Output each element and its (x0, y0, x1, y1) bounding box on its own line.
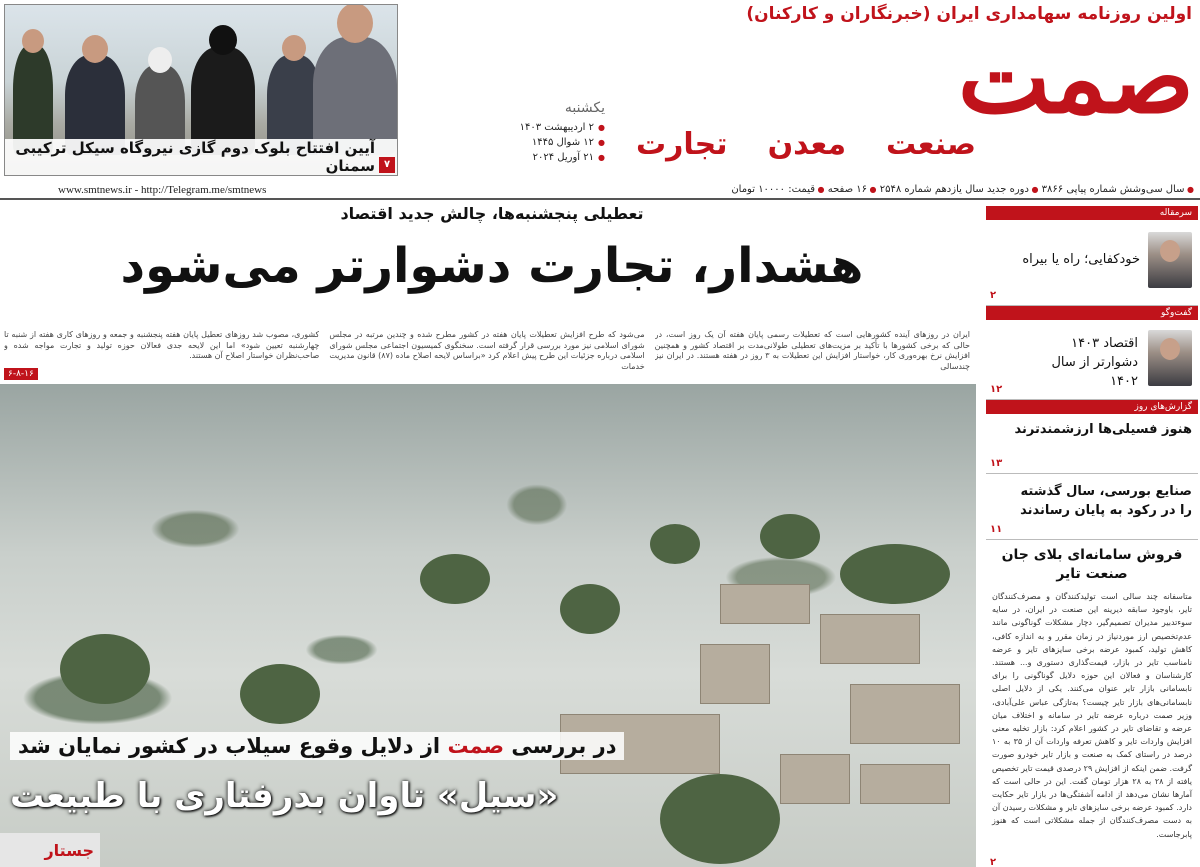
interview-block[interactable] (986, 320, 1198, 400)
right-sidebar (986, 206, 1198, 867)
photo-subtitle-brand: صمت (447, 734, 505, 758)
issue-info-bar (0, 182, 1200, 200)
main-kicker: تعطیلی پنجشنبه‌ها، چالش جدید اقتصاد (340, 204, 644, 223)
lead-page-number: ۷ (379, 157, 395, 173)
tire-article-page: ۲ (990, 857, 997, 867)
issue-number: ● دوره جدید سال یازدهم شماره ۲۵۴۸ (880, 184, 1039, 195)
issue-price: ● قیمت: ۱۰۰۰۰ تومان (731, 184, 824, 195)
logo-sub-trade: تجارت (636, 127, 728, 162)
report-stocks-title: صنایع بورسی، سال گذشته را در رکود به پایان رساندند (1020, 484, 1192, 518)
editorial-page: ۲ (990, 290, 997, 301)
newspaper-slogan: اولین روزنامه سهامداری ایران (خبرنگاران و کارکنان) (746, 4, 1192, 24)
editorial-author-avatar (1148, 232, 1192, 288)
story-column: کشوری، مصوب شد روزهای تعطیل پایان هفته پنجشنبه و جمعه و روزهای کاری هفته از شنبه تا چهارشنبه تعیین شود» اما این لایحه جدی فعالان حوزه تولید و تجارت مواجه شده و صاحب‌نظران خواستار اصلاح آن هستند. (4, 330, 320, 360)
report-fossil-page: ۱۳ (990, 458, 1003, 469)
flooded-house (860, 764, 950, 804)
tire-article-text: متاسفانه چند سالی است تولیدکنندگان و مصرف‌کنندگان تایر، باوجود سابقه دیرینه این صنعت در ایران، در سایه سوء‌تدبیر مدیران تصمیم‌گیر، دچار مشکلات گوناگونی مانند عدم‌تخصیص ارز مورد‌نیاز در زمان مقرر و به اندازه کافی، کاهش تولید، کمبود عرضه برخی سایزهای تایر و عرضه نامناسب تایر در بازار، قیمت‌گذاری دستوری و... هستند. کارشناسان و فعالان این حوزه دلایل گوناگونی را برای نابسامانی بازار تایر عنوان می‌کنند. یکی از دلایل اصلی نابسامانی‌های بازار تایر چیست؟ به‌تازگی عباس علی‌آبادی، وزیر صمت درباره عرضه تایر در سامانه و اختلاف میان عرضه و تقاضای تایر در کشور اعلام کرد: بازار تخلیه معنی افزایش واردات تایر و کاهش تعرفه واردات آن از ۳۵ به ۱۰ درصد در راستای کمک به صنعت و بازار تایر خودرو صورت گرفت. ضمن اینکه از افزایش ۲۹ درصدی قیمت تایر تخصیص یافته از ۲۸ به ۲۸ هزار تومان گفت. این در حالی است که آمارها نشان می‌دهد از ادامه آشفتگی‌ها در بازار تایر حکایت دارد. کمبود عرضه برخی سایزهای تایر و مشکلات رسیدن آن به دست مصرف‌کنندگان از جمله مشکلاتی است که هنوز پابرجاست. (992, 592, 1193, 839)
tree (240, 664, 320, 724)
date-gregorian: ● ۲۱ آوریل ۲۰۲۴ (505, 150, 605, 165)
story-column: ایران در روزهای آینده کشورهایی است که تعطیلات رسمی پایان هفته آن یک روز است، در حالی که برخی کشورها با تأکید بر مزیت‌های تعطیلی طولانی‌مدت بر اقتصاد کشور و همچنین افزایش نرخ بهره‌وری کار، خواستار افزایش این تعطیلات به ۳ روز در هفته هستند. در ایران نیز چندسالی (654, 330, 970, 371)
date-block (505, 100, 605, 165)
flooded-house (720, 584, 810, 624)
main-headline[interactable]: هشدار، تجارت دشوارتر می‌شود (120, 238, 864, 294)
tree (650, 524, 700, 564)
story-page-reference: ۶-۸-۱۶ (4, 368, 38, 380)
logo-sub-industry: صنعت (886, 127, 976, 162)
tree (60, 634, 150, 704)
person-figure (313, 37, 397, 155)
logo-sub-mine: معدن (767, 127, 847, 162)
interviewee-avatar (1148, 330, 1192, 386)
report-stocks-page: ۱۱ (990, 524, 1003, 535)
weekday: یکشنبه (564, 100, 605, 116)
story-column: می‌شود که طرح افزایش تعطیلات پایان هفته در کشور مطرح شده و چندین مرتبه در مجلس شورای اسلامی نیز مورد بررسی قرار گرفته است. سخنگوی کمیسیون اجتماعی مجلس شورای اسلامی درباره جزئیات این طرح پیش اعلام کرد «براساس لایحه اصلاح ماده (۸۷) قانون مدیریت خدمات (329, 330, 645, 371)
lead-photo[interactable] (4, 4, 398, 176)
section-label-interview: گفت‌وگو (986, 306, 1198, 320)
lead-caption-text: آیین افتتاح بلوک دوم گازی نیروگاه سیکل ترکیبی سمنان (15, 139, 375, 175)
tree (760, 514, 820, 559)
website-links[interactable]: www.smtnews.ir - http://Telegram.me/smtnews (58, 184, 267, 196)
lead-caption (5, 139, 397, 175)
date-lunar: ● ۱۲ شوال ۱۴۴۵ (505, 135, 605, 150)
interview-page: ۱۲ (990, 384, 1003, 395)
flooded-house (780, 754, 850, 804)
logo-wordmark: صمت (957, 21, 1194, 136)
date-solar: ● ۲ اردیبهشت ۱۴۰۳ (505, 120, 605, 135)
editorial-title: خودکفایی؛ راه یا بیراه (1022, 252, 1140, 267)
newspaper-logo[interactable] (616, 21, 1194, 182)
tree (560, 584, 620, 634)
tree (660, 774, 780, 864)
masthead (0, 0, 1200, 182)
report-block-fossil[interactable] (986, 414, 1198, 474)
report-fossil-title: هنوز فسیلی‌ها ارزشمندترند (1014, 422, 1192, 437)
flooded-house (700, 644, 770, 704)
section-label-editorial: سرمقاله (986, 206, 1198, 220)
tree (420, 554, 490, 604)
section-label-reports: گزارش‌های روز (986, 400, 1198, 414)
photo-subtitle-post: از دلایل وقوع سیلاب در کشور نمایان شد (18, 734, 441, 758)
tire-article[interactable] (986, 540, 1198, 867)
main-story-body (4, 330, 970, 382)
tree (840, 544, 950, 604)
photo-title[interactable]: «سیل» تاوان بدرفتاری با طبیعت (10, 776, 559, 816)
tire-article-title: فروش سامانه‌ای بلای جان صنعت تایر (1001, 547, 1183, 582)
flood-photo[interactable] (0, 384, 976, 867)
photo-subtitle (10, 732, 624, 760)
editorial-block[interactable] (986, 220, 1198, 306)
photo-subtitle-pre: در بررسی (511, 734, 617, 758)
issue-volume: ● سال سی‌وشش شماره پیاپی ۳۸۶۶ (1042, 184, 1194, 195)
issue-details (731, 184, 1194, 195)
corner-section-logo: جستار (0, 833, 100, 867)
report-block-stocks[interactable] (986, 474, 1198, 540)
flooded-house (850, 684, 960, 744)
flooded-house (820, 614, 920, 664)
logo-subtitle (636, 127, 976, 162)
page-count: ● ۱۶ صفحه (828, 184, 877, 195)
interview-title: اقتصاد ۱۴۰۳ دشوارتر از سال ۱۴۰۲ (1051, 336, 1138, 389)
